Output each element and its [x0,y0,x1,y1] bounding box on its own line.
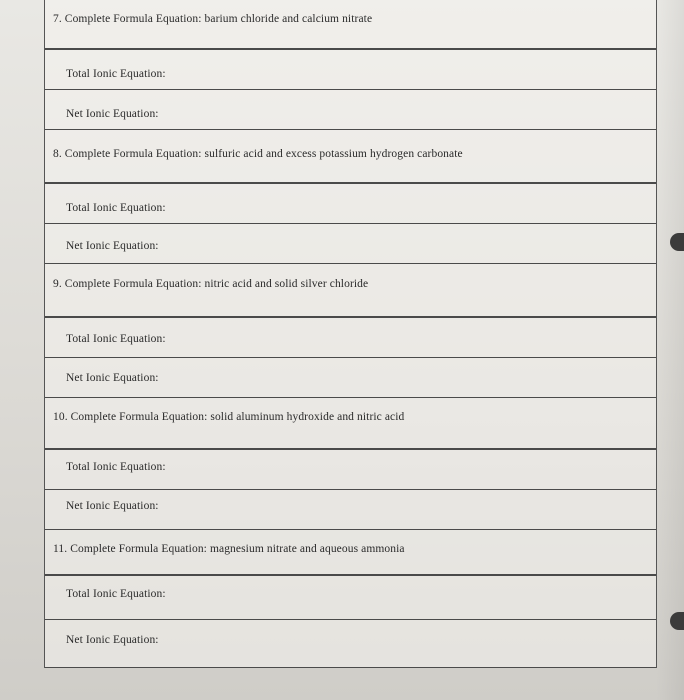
page-edge-shadow [656,0,684,700]
question-10-total-row[interactable] [45,450,656,490]
question-11-total-row[interactable] [45,576,656,620]
question-8-total-label: Total Ionic Equation: [66,202,166,214]
question-11-formula-label: 11. Complete Formula Equation: magnesium nitrate and aqueous ammonia [53,543,405,555]
question-10-net-row[interactable] [45,490,656,530]
question-10-formula-label: 10. Complete Formula Equation: solid aluminum hydroxide and nitric acid [53,411,405,423]
question-9-net-label: Net Ionic Equation: [66,372,159,384]
question-8-formula-row[interactable] [45,130,656,184]
question-8-net-row[interactable] [45,224,656,264]
question-7-total-row[interactable] [45,50,656,90]
question-7-formula-label: 7. Complete Formula Equation: barium chloride and calcium nitrate [53,13,373,25]
question-11-net-label: Net Ionic Equation: [66,634,159,646]
question-9-formula-label: 9. Complete Formula Equation: nitric acid and solid silver chloride [53,278,369,290]
question-10-total-label: Total Ionic Equation: [66,461,166,473]
question-9-net-row[interactable] [45,358,656,398]
question-7-formula-row[interactable] [45,0,656,50]
question-8-formula-label: 8. Complete Formula Equation: sulfuric acid and excess potassium hydrogen carbonate [53,148,463,160]
binder-clip-icon [670,612,684,630]
question-11-formula-row[interactable] [45,530,656,576]
question-7-total-label: Total Ionic Equation: [66,68,166,80]
question-10-net-label: Net Ionic Equation: [66,500,159,512]
binder-clip-icon [670,233,684,251]
question-10-formula-row[interactable] [45,398,656,450]
question-8-total-row[interactable] [45,184,656,224]
question-7-net-row[interactable] [45,90,656,130]
question-11-net-row[interactable] [45,620,656,668]
question-9-total-row[interactable] [45,318,656,358]
question-11-total-label: Total Ionic Equation: [66,588,166,600]
question-9-total-label: Total Ionic Equation: [66,333,166,345]
question-7-net-label: Net Ionic Equation: [66,108,159,120]
question-8-net-label: Net Ionic Equation: [66,240,159,252]
question-9-formula-row[interactable] [45,264,656,318]
worksheet [44,0,657,668]
